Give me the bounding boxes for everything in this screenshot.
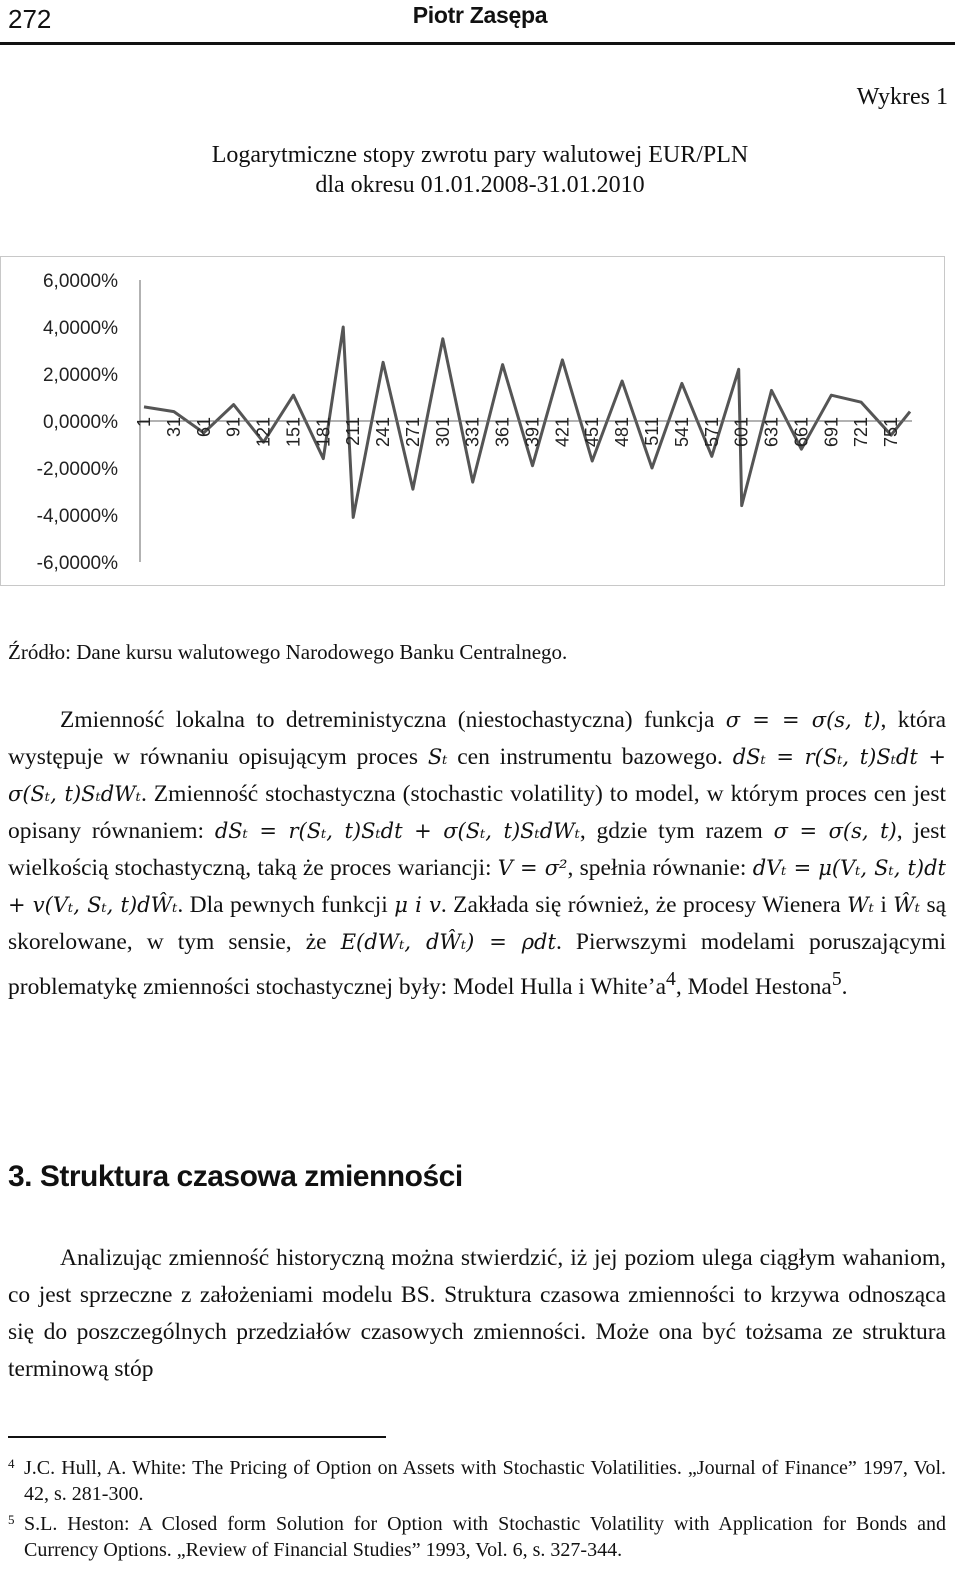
x-tick-label: 751 [881, 417, 902, 448]
figure-source: Źródło: Dane kursu walutowego Narodowego Banku Centralnego. [8, 640, 568, 664]
x-tick-label: 1 [134, 417, 154, 428]
x-tick-label: 181 [313, 417, 334, 448]
section-heading: 3. Struktura czasowa zmienności [8, 1160, 463, 1193]
header-rule [0, 42, 955, 45]
x-tick-label: 721 [851, 417, 872, 448]
y-tick-label: -4,0000% [36, 506, 118, 527]
y-tick-label: -6,0000% [36, 553, 118, 574]
x-tick-label: 361 [492, 417, 513, 448]
x-tick-label: 241 [373, 417, 394, 448]
footnote-text: S.L. Heston: A Closed form Solution for Option with Stochastic Volatility with Application for Bonds and Currency Options. „Review of Financial Studies” 1993, Vol. 6, s. 327-344. [24, 1513, 946, 1561]
footnote-text: J.C. Hull, A. White: The Pricing of Option on Assets with Stochastic Volatilities. „Journal of Finance” 1997, Vol. 42, s. 281-300. [24, 1457, 946, 1505]
x-tick-label: 301 [432, 417, 453, 448]
x-tick-label: 601 [731, 417, 752, 448]
x-tick-label: 691 [821, 417, 842, 448]
figure-label: Wykres 1 [856, 84, 948, 110]
y-tick-label: 0,0000% [42, 412, 118, 433]
x-tick-label: 121 [253, 417, 274, 448]
x-tick-label: 571 [701, 417, 722, 448]
footnote-ref-4[interactable]: 4 [666, 969, 676, 990]
x-tick-label: 151 [283, 417, 304, 448]
x-tick-label: 661 [791, 417, 812, 448]
x-tick-label: 31 [163, 417, 184, 438]
figure-title [100, 140, 860, 200]
x-tick-label: 511 [642, 417, 662, 446]
footnote-mark: 5 [8, 1512, 15, 1527]
x-tick-label: 391 [522, 417, 543, 448]
body-paragraph-2: Analizując zmienność historyczną można stwierdzić, iż jej poziom ulega ciągłym wahaniom, co jest sprzeczne z założeniami modelu BS. Struktura czasowa zmienności to krzywa odnosząca się do poszczególnych przedziałów czasowych zmienności. Może ona być tożsama ze struktura terminową stóp [8, 1245, 946, 1382]
chart [0, 256, 945, 586]
x-tick-label: 271 [402, 417, 423, 448]
footnote-rule [8, 1436, 386, 1438]
page-number: 272 [8, 4, 52, 34]
y-tick-label: -2,0000% [36, 459, 118, 480]
y-tick-label: 6,0000% [42, 271, 118, 292]
x-tick-label: 631 [761, 417, 782, 448]
x-tick-label: 211 [343, 417, 364, 446]
chart-svg [0, 256, 945, 586]
x-tick-label: 481 [612, 417, 633, 448]
x-tick-label: 61 [193, 417, 214, 438]
footnote-mark: 4 [8, 1456, 15, 1471]
figure-title-line-1: Logarytmiczne stopy zwrotu pary walutowej EUR/PLN [211, 142, 749, 168]
page-header [0, 0, 960, 44]
x-tick-label: 91 [223, 417, 244, 438]
footnote-4 [8, 1455, 946, 1507]
y-tick-label: 2,0000% [42, 365, 118, 386]
x-tick-label: 451 [582, 417, 603, 448]
footnote-5 [8, 1511, 946, 1563]
body-paragraph-1: Zmienność lokalna to detreministyczna (niestochastyczna) funkcja σ = = σ(s, t), która występuje w równaniu opisującym proces Sₜ cen instrumentu bazowego. dSₜ = r(Sₜ, t)Sₜdt + σ(Sₜ, t)SₜdWₜ. Zmienność stochastyczna (stochastic volatility) to model, w którym proces cen jest opisany równaniem: dSₜ = r(Sₜ, t)Sₜdt + σ(Sₜ, t)SₜdWₜ, gdzie tym razem σ = σ(s, t), jest wielkością stochastyczną, taką że proces wariancji: V = σ², spełnia równanie: dVₜ = μ(Vₜ, Sₜ, t)dt + v(Vₜ, Sₜ, t)dŴₜ. Dla pewnych funkcji μ i v. Zakłada się również, że procesy Wienera Wₜ i Ŵₜ są skorelowane, w tym sensie, że E(dWₜ, dŴₜ) = ρdt. Pierwszymi modelami poruszającymi problematykę zmienności stochastycznej były: Model Hulla i $White’a^4$, Model Hestona$^5$. [8, 707, 947, 1000]
x-tick-label: 541 [671, 417, 692, 448]
x-tick-label: 331 [462, 417, 483, 448]
footnote-ref-5[interactable]: 5 [831, 969, 842, 990]
figure-title-line-2: dla okresu 01.01.2008-31.01.2010 [315, 172, 645, 198]
y-tick-label: 4,0000% [42, 318, 118, 339]
x-tick-label: 421 [552, 417, 573, 448]
running-head-author: Piotr Zasępa [412, 2, 548, 28]
